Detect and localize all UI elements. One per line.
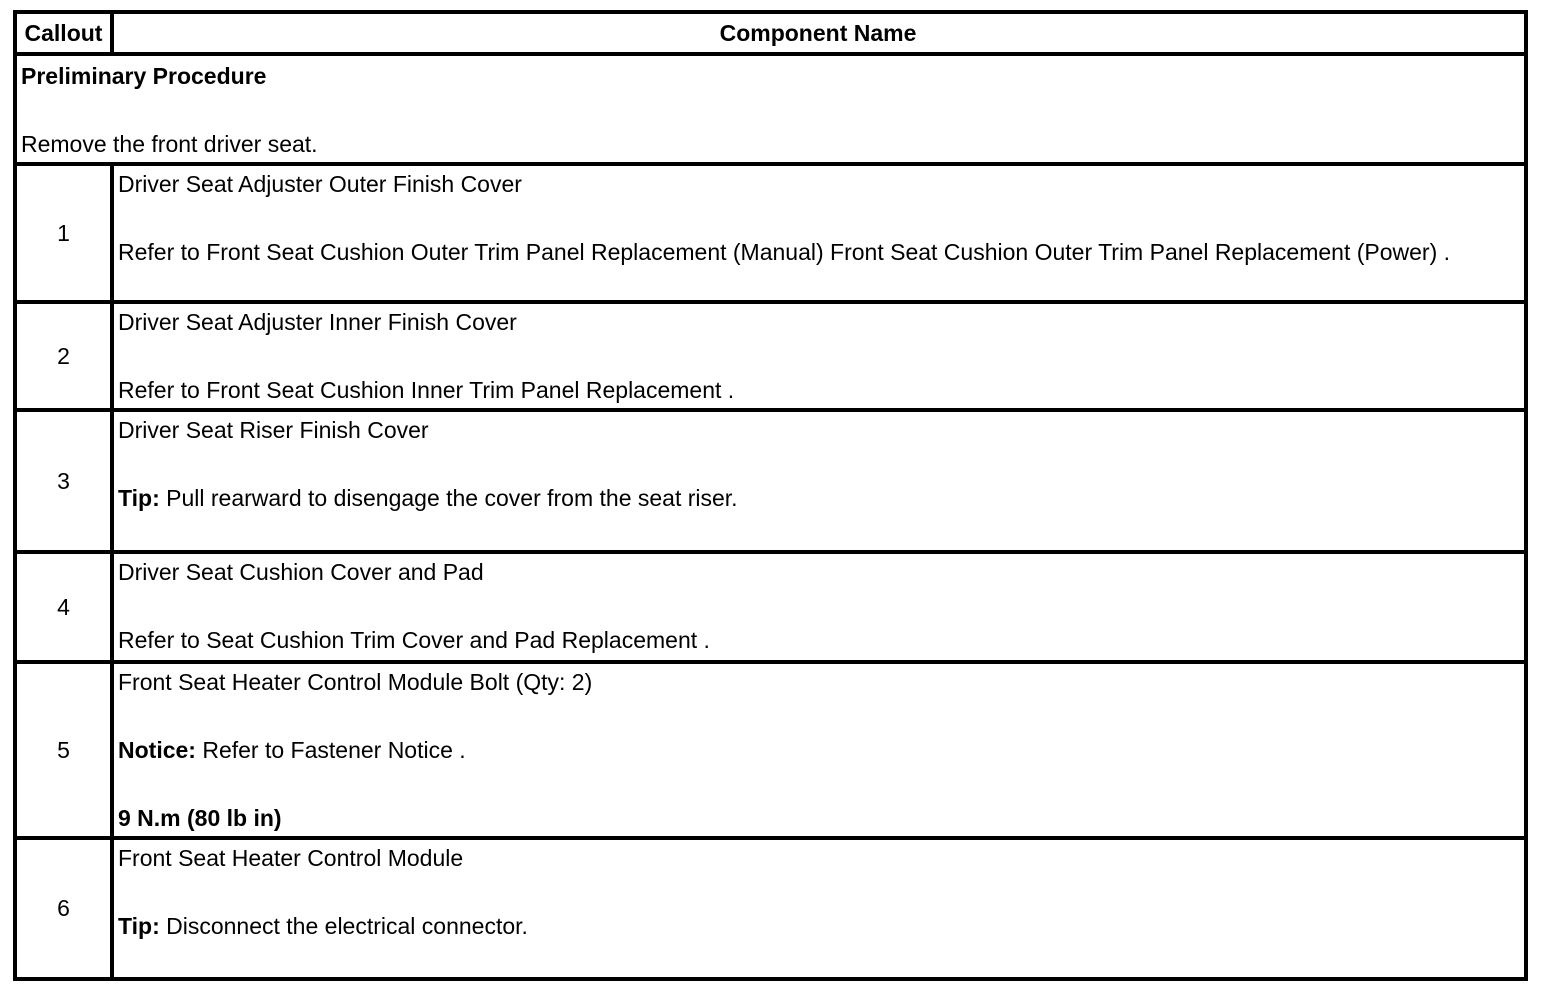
callout-number: 4	[57, 593, 70, 620]
callout-number: 5	[57, 736, 70, 763]
table-row	[17, 166, 1524, 300]
component-table	[13, 10, 1528, 981]
tip-body: Pull rearward to disengage the cover from the seat riser.	[159, 485, 738, 511]
tip-text	[118, 912, 1518, 941]
component-name: Driver Seat Adjuster Inner Finish Cover	[118, 309, 517, 335]
table-header-row	[17, 14, 1524, 52]
callout-number: 6	[57, 895, 70, 921]
preliminary-text: Remove the front driver seat.	[21, 131, 318, 157]
tip-text	[118, 484, 1518, 513]
preliminary-title: Preliminary Procedure	[21, 63, 267, 89]
notice-text	[118, 736, 1518, 765]
component-name: Driver Seat Adjuster Outer Finish Cover	[118, 171, 522, 197]
callout-number: 1	[57, 219, 70, 246]
component-name: Driver Seat Cushion Cover and Pad	[118, 559, 484, 585]
table-row	[17, 412, 1524, 550]
callout-header: Callout	[24, 19, 103, 46]
tip-label: Tip:	[118, 485, 160, 511]
preliminary-row	[17, 56, 1524, 162]
callout-number: 3	[57, 467, 70, 494]
component-detail: Refer to Front Seat Cushion Outer Trim Panel Replacement (Manual) Front Seat Cushion Outer Trim Panel Replacement (Power) .	[118, 239, 1451, 265]
component-name-header: Component Name	[719, 19, 917, 46]
component-detail: Refer to Front Seat Cushion Inner Trim Panel Replacement .	[118, 377, 735, 403]
component-detail: Refer to Seat Cushion Trim Cover and Pad Replacement .	[118, 627, 710, 653]
tip-body: Disconnect the electrical connector.	[159, 913, 528, 939]
component-name: Driver Seat Riser Finish Cover	[118, 417, 429, 443]
component-name: Front Seat Heater Control Module Bolt (Qty: 2)	[118, 669, 593, 695]
table-row	[17, 840, 1524, 977]
table-row	[17, 554, 1524, 660]
tip-label: Tip:	[118, 913, 160, 939]
table-row	[17, 664, 1524, 836]
callout-number: 2	[57, 342, 70, 369]
torque-spec: 9 N.m (80 lb in)	[118, 805, 282, 831]
table-row	[17, 304, 1524, 408]
component-name: Front Seat Heater Control Module	[118, 845, 464, 871]
notice-body: Refer to Fastener Notice .	[195, 737, 466, 763]
notice-label: Notice:	[118, 737, 196, 763]
